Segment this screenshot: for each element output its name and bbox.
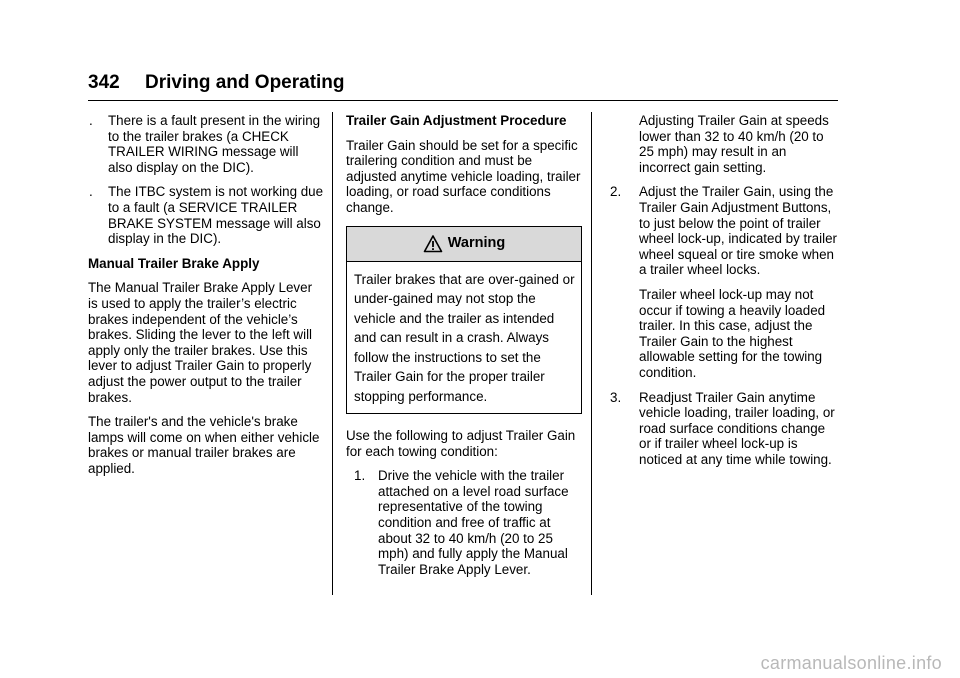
step-number: 2. xyxy=(610,184,622,200)
page-number: 342 xyxy=(88,72,120,93)
page-header xyxy=(88,72,838,101)
step-item xyxy=(610,390,840,468)
column-3 xyxy=(610,113,840,476)
warning-box xyxy=(346,226,582,415)
warning-text: Trailer brakes that are over-gained or under-gained may not stop the vehicle and the trailer as intended and can result in a crash. Always follow the instructions to set the Trailer Gain for the proper trailer stopping performance. xyxy=(354,271,575,404)
warning-title: Warning xyxy=(447,234,506,251)
column-2 xyxy=(346,113,582,586)
step-text: Adjust the Trailer Gain, using the Trailer Gain Adjustment Buttons, to just below the point of trailer wheel lock-up, indicated by trailer wheel squeal or tire smoke when a trailer wheel locks. xyxy=(639,184,837,278)
step-item xyxy=(610,184,840,380)
subheading: Manual Trailer Brake Apply xyxy=(88,255,260,271)
bullet-mark: . xyxy=(89,113,93,128)
column-divider xyxy=(332,112,333,595)
paragraph: The trailer's and the vehicle's brake lamps will come on when either vehicle brakes or manual trailer brakes are applied. xyxy=(88,414,320,476)
watermark: carmanualsonline.info xyxy=(760,653,942,673)
bullet-text: The ITBC system is not working due to a fault (a SERVICE TRAILER BRAKE SYSTEM message will also display in the DIC). xyxy=(108,184,324,247)
bullet-text: There is a fault present in the wiring to the trailer brakes (a CHECK TRAILER WIRING message will also display on the DIC). xyxy=(108,113,321,175)
paragraph: The Manual Trailer Brake Apply Lever is used to apply the trailer’s electric brakes independent of the vehicle’s brakes. Sliding the lever to the left will apply only the trailer brakes. Use this lever to adjust Trailer Gain to properly adjust the power output to the trailer brakes. xyxy=(88,280,313,405)
warning-header xyxy=(347,227,581,262)
bullet-mark: . xyxy=(89,184,93,200)
paragraph: Use the following to adjust Trailer Gain for each towing condition: xyxy=(346,428,576,459)
section-title: Driving and Operating xyxy=(145,72,345,93)
steps-list xyxy=(346,468,582,577)
step-item xyxy=(354,468,582,577)
column-1 xyxy=(88,113,324,485)
step-text: Readjust Trailer Gain anytime vehicle loading, trailer loading, or road surface conditions change or if trailer wheel lock-up is noticed at any time while towing. xyxy=(639,389,835,467)
paragraph: Trailer Gain should be set for a specific trailering condition and must be adjusted anytime vehicle loading, trailer loading, or road surface conditions change. xyxy=(346,137,581,215)
bullet-item xyxy=(88,184,324,246)
step-note: Trailer wheel lock-up may not occur if towing a heavily loaded trailer. In this case, adjust the Trailer Gain to the highest allowable setting for the towing condition. xyxy=(639,286,826,380)
bullet-item xyxy=(88,113,324,175)
step-number: 3. xyxy=(610,389,622,405)
step-number: 1. xyxy=(354,468,366,484)
column-divider xyxy=(591,112,592,595)
subheading: Trailer Gain Adjustment Procedure xyxy=(346,113,567,128)
warning-triangle-icon xyxy=(423,234,443,254)
step-continuation: Adjusting Trailer Gain at speeds lower than 32 to 40 km/h (20 to 25 mph) may result in an incorrect gain setting. xyxy=(639,113,829,175)
step-text: Drive the vehicle with the trailer attached on a level road surface representative of the towing condition and free of traffic at about 32 to 40 km/h (20 to 25 mph) and fully apply the Manual Trailer Brake Apply Lever. xyxy=(378,468,569,577)
